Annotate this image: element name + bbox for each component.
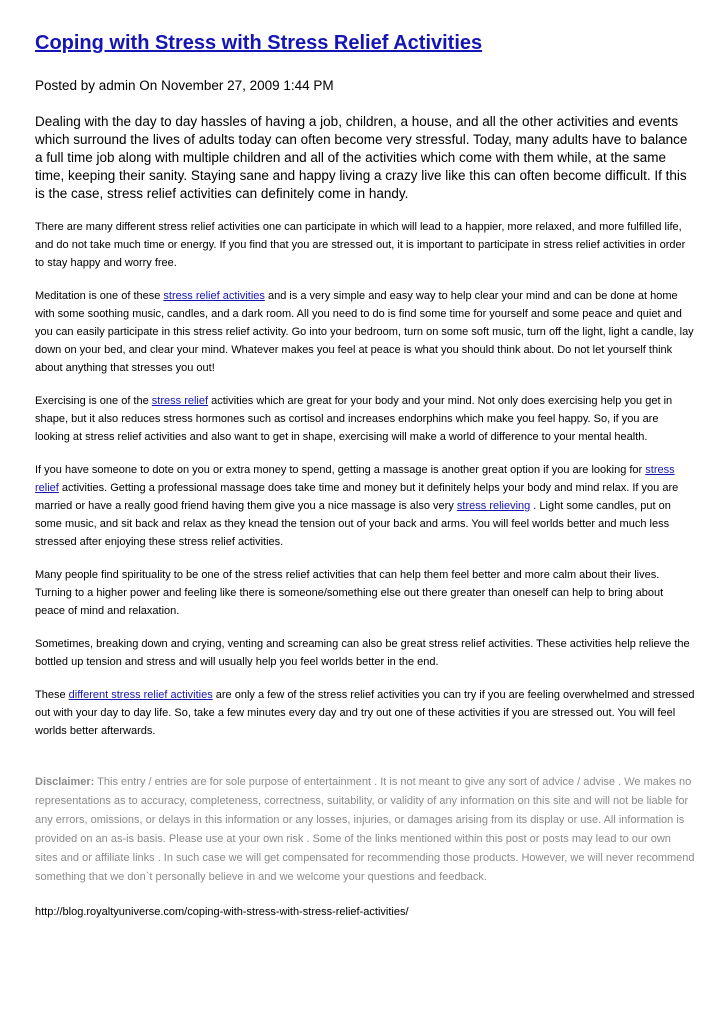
paragraph-7-text-b: are only a few of the stress relief activities you can try if you are feeling overwhelmed and stressed out with your day to day life. So, take a few minutes every day and try out one of these activities if you are stressed out. You will feel worlds better afterwards. xyxy=(35,689,695,737)
paragraph-3 xyxy=(35,392,695,446)
paragraph-4-text-a: If you have someone to dote on you or extra money to spend, getting a massage is another great option if you are looking for xyxy=(35,464,646,476)
link-stress-relief-2[interactable]: stress relief xyxy=(35,464,675,494)
paragraph-7-text-a: These xyxy=(35,689,69,701)
paragraph-6: Sometimes, breaking down and crying, venting and screaming can also be great stress relief activities. These activities help relieve the bottled up tension and stress and will usually help you feel worlds better in the end. xyxy=(35,638,690,668)
paragraph-3-text-a: Exercising is one of the xyxy=(35,395,152,407)
disclaimer-label: Disclaimer: xyxy=(35,776,95,788)
source-url: http://blog.royaltyuniverse.com/coping-with-stress-with-stress-relief-activities/ xyxy=(35,906,409,918)
paragraph-1: There are many different stress relief activities one can participate in which will lead to a happier, more relaxed, and more fulfilled life, and do not take much time or energy. If you find that you are stressed out, it is important to participate in stress relief activities in order to stay happy and worry free. xyxy=(35,221,686,269)
disclaimer xyxy=(35,773,695,887)
post-meta: Posted by admin On November 27, 2009 1:44 PM xyxy=(35,78,334,93)
link-stress-relief[interactable]: stress relief xyxy=(151,395,209,407)
paragraph-2-text-b: and is a very simple and easy way to help clear your mind and can be done at home with some soothing music, candles, and a dark room. All you need to do is find some time for yourself and some peace and quiet and you can easily participate in this stress relief activity. Go into your bedroom, turn on some soft music, turn off the light, light a candle, lay down on your bed, and clear your mind. Whatever makes you feel at peace is what you should think about. Do not let yourself think about anything that stresses you out! xyxy=(35,290,694,374)
paragraph-3-text-b: activities which are great for your body and your mind. Not only does exercising help you get in shape, but it also reduces stress hormones such as cortisol and increases endorphins which make you feel happy. So, if you are looking at stress relief activities and also want to get in shape, exercising will make a world of difference to your mental health. xyxy=(35,395,673,443)
title-link[interactable]: Coping with Stress with Stress Relief Activities xyxy=(35,32,483,54)
paragraph-4-text-b: activities. Getting a professional massage does take time and money but it definitely helps your body and mind relax. If you are married or have a really good friend having them give you a nice massage is also very xyxy=(35,482,679,512)
paragraph-5: Many people find spirituality to be one of the stress relief activities that can help them feel better and more calm about their lives. Turning to a higher power and feeling like there is someone/something else out there greater than oneself can help to bring about peace of mind and relaxation. xyxy=(35,569,664,617)
paragraph-4-text-c: . Light some candles, put on some music, and sit back and relax as they knead the tension out of your back and arms. You will feel worlds better and much less stressed after enjoying these stress relief activities. xyxy=(35,500,671,548)
link-stress-relieving[interactable]: stress relieving xyxy=(456,500,531,512)
paragraph-2-text-a: Meditation is one of these xyxy=(35,290,164,302)
paragraph-2 xyxy=(35,287,695,377)
disclaimer-text: This entry / entries are for sole purpose of entertainment . It is not meant to give any sort of advice / advise . We makes no representations as to accuracy, completeness, correctness, suitability, or validity of any information on this site and will not be liable for any errors, omissions, or delays in this information or any losses, injuries, or damages arising from its display or use. All information is provided on an as-is basis. Please use at your own risk . Some of the links mentioned within this post or posts may lead to our own sites and or affiliate links . In such case we will get compensated for recommending those products. However, we will never recommend something that we don`t personally believe in and we welcome your questions and feedback. xyxy=(35,776,695,883)
intro-paragraph: Dealing with the day to day hassles of having a job, children, a house, and all the other activities and events which surround the lives of adults today can often become very stressful. Today, many adults have to balance a full time job along with multiple children and all of the activities which come with them while, at the same time, keeping their sanity. Staying sane and happy living a crazy live like this can often become difficult. If this is the case, stress relief activities can definitely come in handy. xyxy=(35,114,688,201)
link-stress-relief-activities[interactable]: stress relief activities xyxy=(163,290,265,302)
link-different-stress-relief-activities[interactable]: different stress relief activities xyxy=(68,689,213,701)
page-title xyxy=(35,16,695,57)
paragraph-4 xyxy=(35,461,695,551)
paragraph-7 xyxy=(35,686,695,740)
